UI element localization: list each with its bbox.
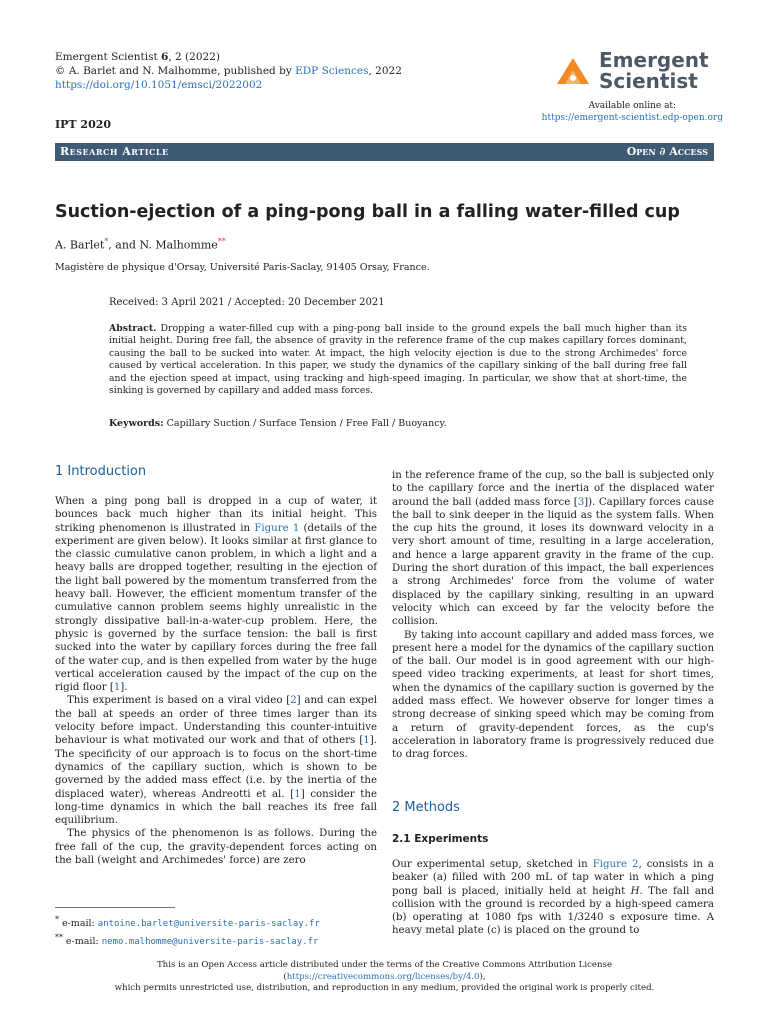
citation-link[interactable]: 3: [577, 496, 585, 508]
footnotes: [55, 913, 320, 949]
keywords: [109, 418, 447, 429]
figure-1-link[interactable]: Figure 1: [254, 522, 300, 534]
keywords-label: Keywords:: [109, 418, 164, 429]
received-dates: Received: 3 April 2021 / Accepted: 20 December 2021: [109, 297, 385, 308]
author1-footnote-mark[interactable]: *: [104, 237, 109, 246]
ipt-label: IPT 2020: [55, 118, 112, 131]
intro-paragraph-3: The physics of the phenomenon is as follows. During the free fall of the cup, the gravity-dependent forces acting on the ball (weight and Archimedes' force) are zero: [55, 828, 377, 867]
email-link-2[interactable]: nemo.malhomme@universite-paris-saclay.fr: [101, 937, 319, 948]
journal-logo[interactable]: [553, 50, 713, 95]
available-label: Available online at:: [588, 101, 677, 111]
abstract-label: Abstract.: [109, 323, 157, 334]
intro-paragraph-2: This experiment is based on a viral video [2] and can expel the ball at speeds an order of three times larger than its velocity before impact. Understanding this counter-intuitive behaviour is what motivated our work and that of others [1]. The specificity of our approach is to focus on the short-time dynamics of the capillary suction, which is shown to be governed by the added mass effect (i.e. by the inertia of the displaced water), whereas Andreotti et al. [1] consider the long-time dynamics in which the ball reaches its free fall equilibrium.: [55, 695, 377, 827]
journal-meta: [55, 50, 402, 92]
license-link[interactable]: https://creativecommons.org/licenses/by/4.0: [286, 971, 480, 982]
methods-paragraph-1: Our experimental setup, sketched in Figure 2, consists in a beaker (a) filled with 200 mL of tap water in which a ping pong ball is placed, initially held at height H. The fall and collision with the ground is recorded by a high-speed camera (b) operating at 1080 fps with 1/3240 s exposure time. A heavy metal plate (c) is placed on the ground to: [392, 859, 714, 937]
intro-paragraph-1: When a ping pong ball is dropped in a cup of water, it bounces back much higher than its initial height. This striking phenomenon is illustrated in Figure 1 (details of the experiment are given below). It looks similar at first glance to the classic cumulative canon problem, in which a light and a heavy balls are dropped together, resulting in the ejection of the light ball powered by the momentum transferred from the heavy ball. However, the efficient momentum transfer of the cumulative cannon problem seems highly unrealistic in the strongly dissipative ball-in-a-water-cup problem. Here, the physic is governed by the surface tension: the ball is first sucked into the water by capillary forces during the free fall of the water cup, and is then expelled from water by the huge vertical acceleration caused by the impact of the cup on the rigid floor [1].: [55, 496, 378, 694]
citation-link[interactable]: 1: [113, 682, 121, 694]
citation-link[interactable]: 1: [294, 788, 301, 800]
available-online: [542, 100, 723, 124]
section-methods-heading: 2 Methods: [392, 800, 460, 815]
open-access-icon: ∂: [659, 145, 666, 158]
license-notice: This is an Open Access article distributed under the terms of the Creative Commons Attribution License (https://creativecommons.org/licenses/by/4.0), which permits unrestricted use, distribution, and reproduction in any medium, provided the original work is properly cited.: [114, 960, 655, 993]
affiliation: Magistère de physique d'Orsay, Université Paris-Saclay, 91405 Orsay, France.: [55, 262, 430, 273]
open-access-label: Open ∂ Access: [626, 145, 708, 158]
copyright-line: © A. Barlet and N. Malhomme, published by EDP Sciences, 2022: [55, 65, 402, 77]
citation-link[interactable]: 2: [290, 695, 297, 707]
article-type-label: Research Article: [60, 145, 169, 158]
journal-citation: Emergent Scientist 6, 2 (2022): [55, 51, 220, 63]
subsection-experiments-heading: 2.1 Experiments: [392, 833, 489, 845]
authors: A. Barlet*, and N. Malhomme**: [55, 237, 226, 252]
keywords-text: Capillary Suction / Surface Tension / Free Fall / Buoyancy.: [163, 418, 447, 429]
abstract: [109, 323, 687, 397]
footnote-1: * e-mail: antoine.barlet@universite-paris-saclay.fr: [55, 915, 320, 930]
column-left: [55, 495, 377, 867]
logo-line1: Emergent: [599, 48, 709, 72]
doi-link[interactable]: https://doi.org/10.1051/emsci/2022002: [55, 79, 263, 91]
height-variable: H: [630, 885, 640, 897]
abstract-text: Dropping a water-filled cup with a ping-pong ball inside to the ground expels the ball much higher than its initial height. During free fall, the absence of gravity in the reference frame of the cup makes capillary forces dominant, causing the ball to be sucked into water. At impact, the high velocity ejection is due to the strong Archimedes' force caused by vertical acceleration. In this paper, we study the dynamics of the capillary sinking of the ball during free fall and the ejection speed at impact, using tracking and high-speed imaging. In particular, we show that at short-time, the sinking is governed by capillary and added mass forces.: [109, 323, 687, 397]
journal-volume: 6: [161, 51, 169, 63]
footnote-rule: [55, 907, 175, 908]
section-introduction-heading: 1 Introduction: [55, 464, 147, 479]
footnote-2: ** e-mail: nemo.malhomme@universite-paris-saclay.fr: [55, 933, 319, 948]
intro-paragraph-5: By taking into account capillary and added mass forces, we present here a model for the dynamics of the capillary suction of the ball. Our model is in good agreement with our high-speed video tracking experiments, at least for short times, when the dynamics of the capillary suction is governed by the added mass effect. We however observe for longer times a strong decrease of sinking speed which may be coming from a return of gravity-dependent forces, as the cup's acceleration in laboratory frame is progressively reduced due to drag forces.: [392, 629, 715, 761]
author2-footnote-mark[interactable]: **: [217, 237, 226, 246]
logo-line2: Scientist: [599, 69, 698, 93]
paper-title: Suction-ejection of a ping-pong ball in a falling water-filled cup: [55, 202, 680, 222]
logo-mark-icon: [553, 52, 593, 92]
journal-site-link[interactable]: https://emergent-scientist.edp-open.org: [541, 113, 723, 123]
citation-link[interactable]: 1: [363, 735, 370, 747]
email-link-1[interactable]: antoine.barlet@universite-paris-saclay.fr: [97, 919, 320, 930]
intro-paragraph-4: in the reference frame of the cup, so the ball is subjected only to the capillary force and the inertia of the displaced water around the ball (added mass force [3]). Capillary forces cause the ball to sink deeper in the liquid as the system falls. When the cup hits the ground, it loses its downward velocity in a very short amount of time, resulting in a large acceleration, and hence a large apparent gravity in the frame of the cup. During the short duration of this impact, the ball experiences a strong Archimedes' force from the volume of water displaced by the capillary sinking, resulting in an upward velocity which can exceed by far the velocity before the collision.: [392, 470, 714, 628]
article-type-band: [55, 143, 714, 161]
column-right: [392, 469, 714, 762]
publisher-link[interactable]: EDP Sciences: [295, 65, 369, 77]
figure-2-link[interactable]: Figure 2: [592, 859, 639, 870]
